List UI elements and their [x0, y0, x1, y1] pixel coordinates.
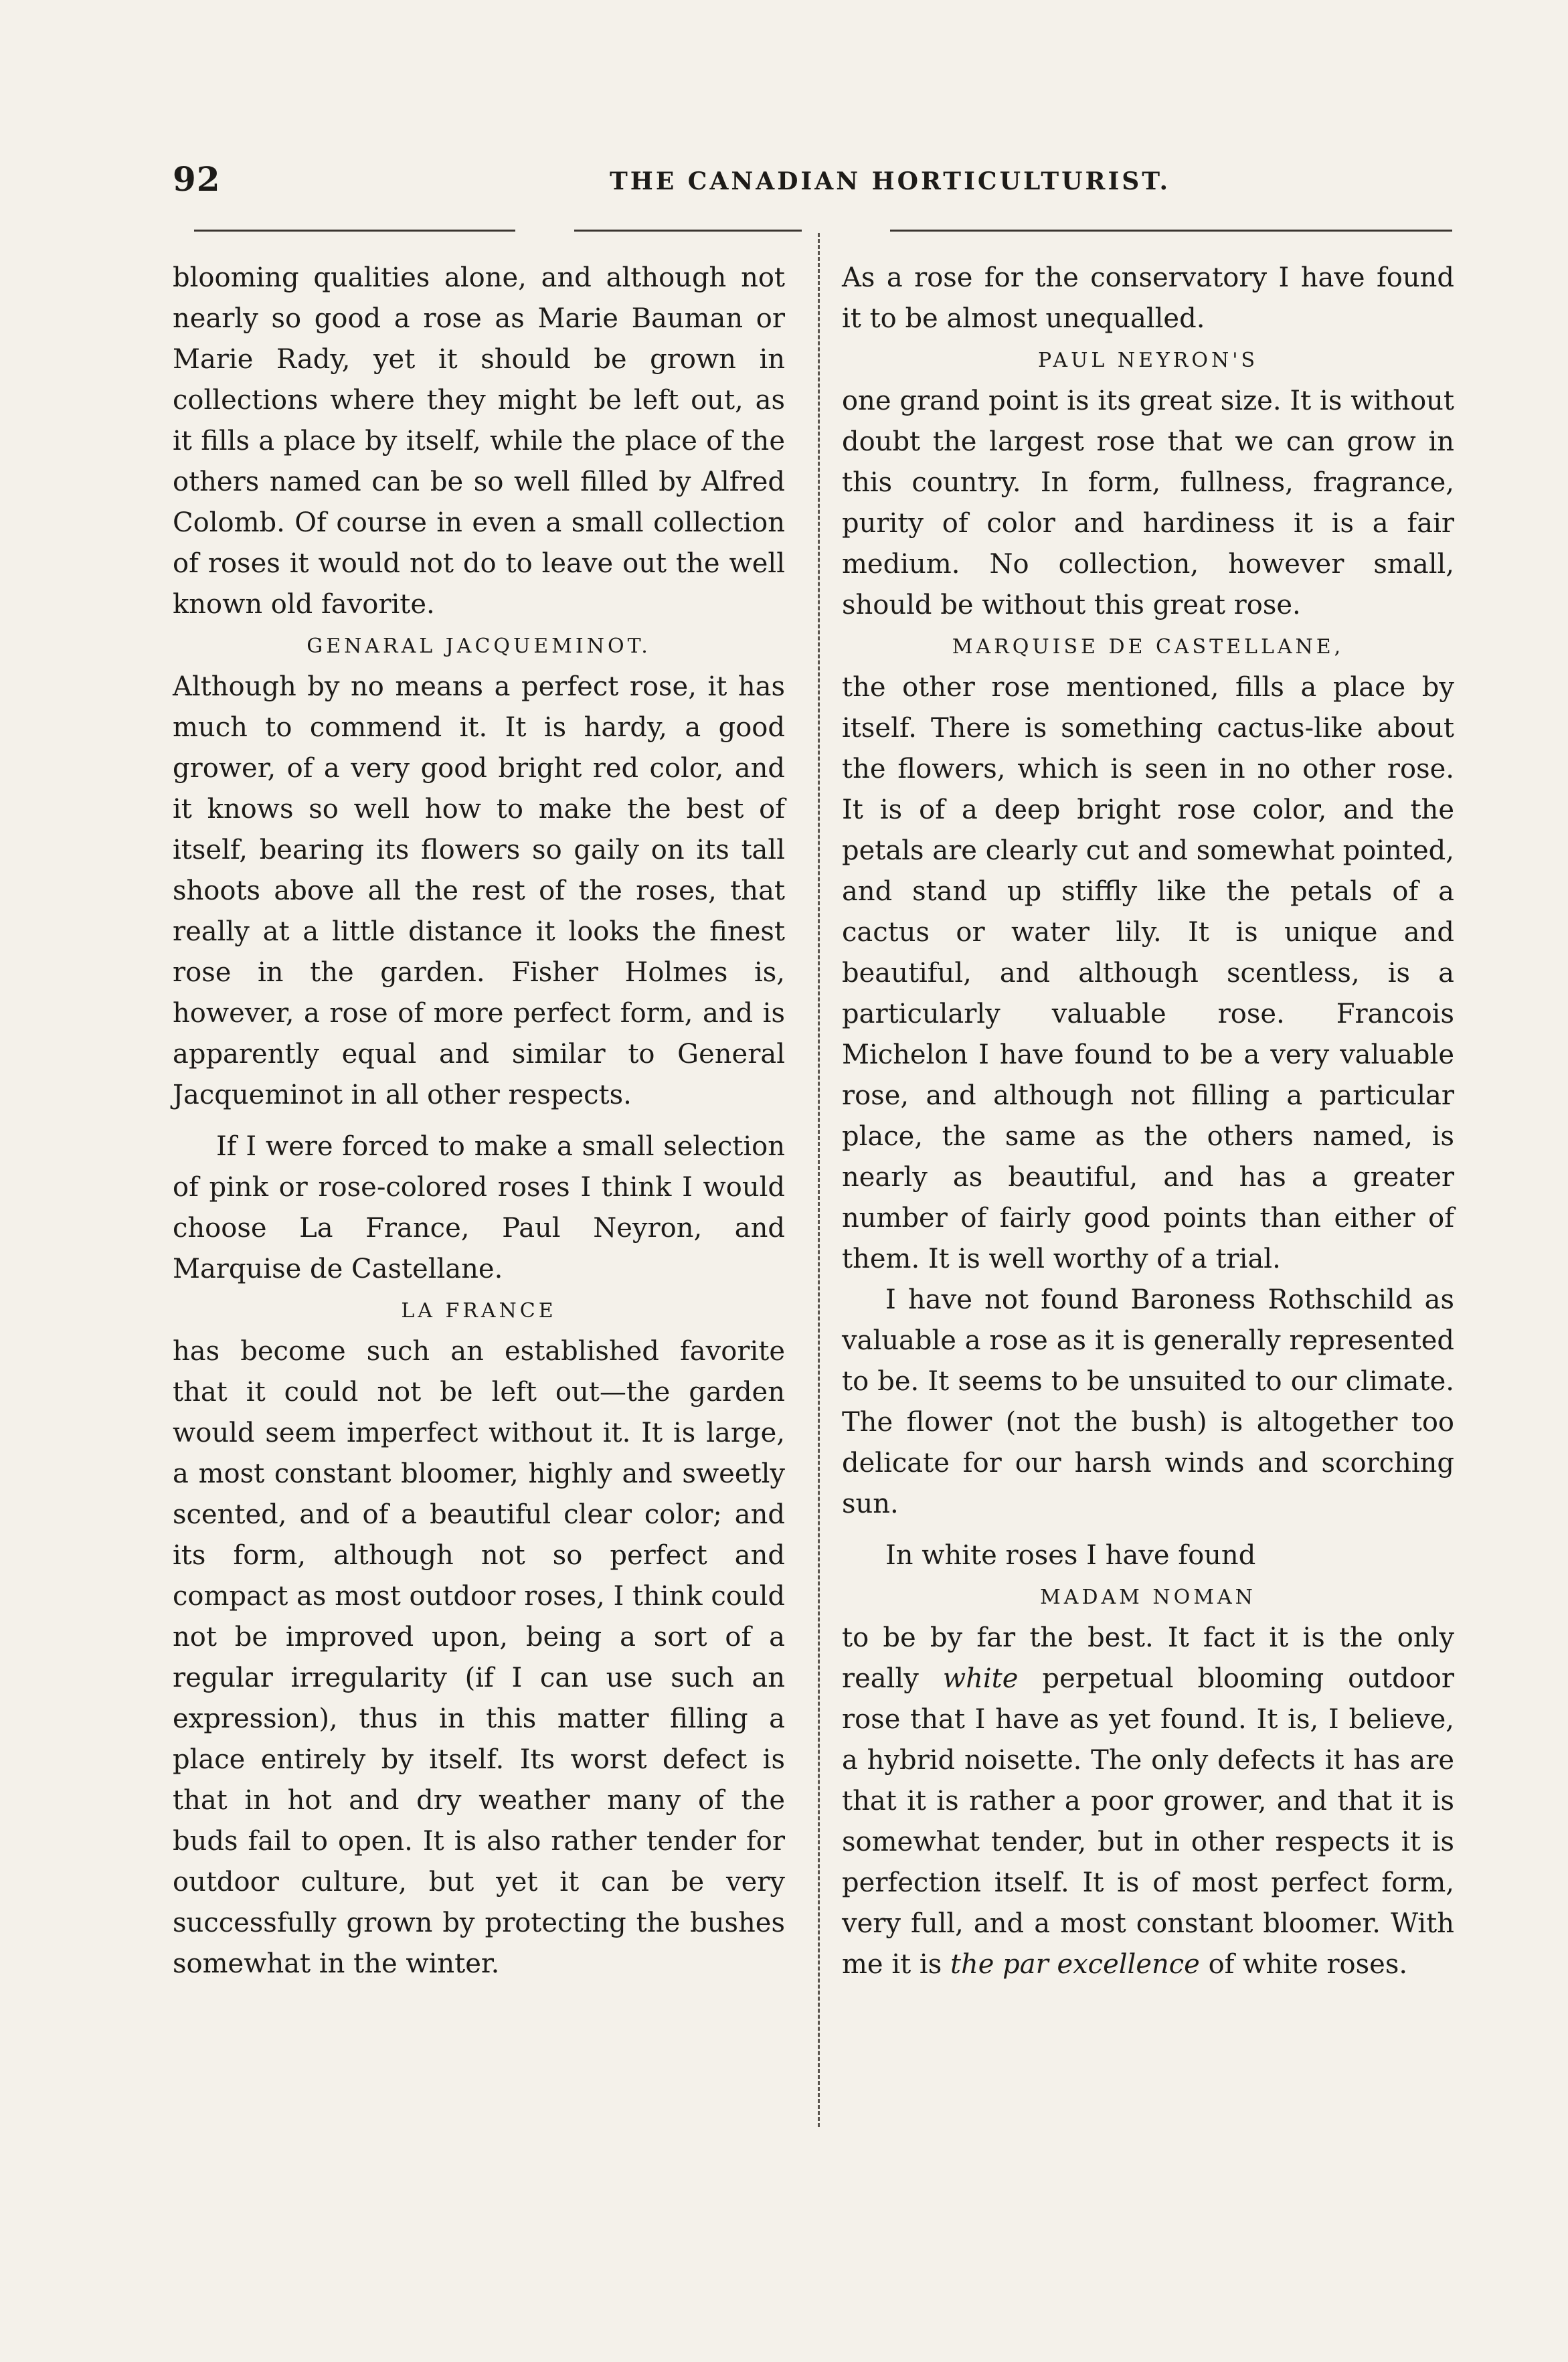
section-heading-general-jacqueminot: GENARAL JACQUEMINOT.	[307, 635, 651, 658]
emphasis-par-excellence: the par excellence	[950, 1949, 1200, 1980]
paragraph: If I were forced to make a small selection of pink or rose-colored roses I think I would choose La France, Paul Neyron, and Marquise de Castellane.	[173, 1131, 785, 1284]
column-divider	[818, 233, 820, 2127]
section-heading-marquise-de-castellane: MARQUISE DE CASTELLANE,	[952, 635, 1344, 659]
running-title: THE CANADIAN HORTICULTURIST.	[610, 167, 1170, 195]
paragraph: In white roses I have found	[885, 1540, 1256, 1571]
header-rule-right	[890, 230, 1452, 232]
text-run: to be by far the best. It fact it is the only really	[842, 1622, 1454, 1694]
text-run: of white roses.	[1199, 1949, 1408, 1980]
section-heading-la-france: LA FRANCE	[401, 1299, 557, 1323]
paragraph: has become such an established favorite that it could not be left out—the garden would seem imperfect without it. It is large, a most constant bloomer, highly and sweetly scented, and of a beautiful clear color; and its form, although not so perfect and compact as most outdoor roses, I think could not be improved upon, being a sort of a regular irregularity (if I can use such an expression), thus in this matter filling a place entirely by itself. Its worst defect is that in hot and dry weather many of the buds fail to open. It is also rather tender for outdoor culture, but yet it can be very successfully grown by protecting the bushes somewhat in the winter.	[173, 1336, 785, 1979]
emphasis-white: white	[942, 1663, 1019, 1694]
page-number: 92	[173, 159, 221, 199]
header-rule-left	[194, 230, 515, 232]
section-heading-paul-neyron: PAUL NEYRON'S	[1037, 349, 1259, 372]
left-column	[173, 258, 785, 1985]
paragraph: the other rose mentioned, fills a place by itself. There is something cactus-like about the flowers, which is seen in no other rose. It is of a deep bright rose color, and the petals are clearly cut and somewhat pointed, and stand up stiffly like the petals of a cactus or water lily. It is unique and beautiful, and although scentless, is a particularly valuable rose. Francois Michelon I have found to be a very valuable rose, and although not filling a particular place, the same as the others named, is nearly as beautiful, and has a greater number of fairly good points than either of them. It is well worthy of a trial.	[842, 672, 1454, 1274]
paragraph: one grand point is its great size. It is without doubt the largest rose that we can grow in this country. In form, fullness, fragrance, purity of color and hardiness it is a fair medium. No collection, however small, should be without this great rose.	[842, 386, 1454, 620]
right-column	[842, 258, 1454, 1985]
section-heading-madam-noman: MADAM NOMAN	[1040, 1586, 1256, 1609]
paragraph: Although by no means a perfect rose, it has much to commend it. It is hardy, a good grower, of a very good bright red color, and it knows so well how to make the best of itself, bearing its flowers so gaily on its tall shoots above all the rest of the roses, that really at a little distance it looks the finest rose in the garden. Fisher Holmes is, however, a rose of more perfect form, and is apparently equal and similar to General Jacqueminot in all other respects.	[173, 671, 785, 1110]
header-rule-middle	[574, 230, 802, 232]
paragraph: As a rose for the conservatory I have found it to be almost unequalled.	[842, 262, 1454, 334]
paragraph: blooming qualities alone, and although not nearly so good a rose as Marie Bauman or Marie Rady, yet it should be grown in collections where they might be left out, as it fills a place by itself, while the place of the others named can be so well filled by Alfred Colomb. Of course in even a small collection of roses it would not do to leave out the well known old favorite.	[173, 262, 785, 620]
paragraph: I have not found Baroness Rothschild as valuable a rose as it is generally represented to be. It seems to be unsuited to our climate. The flower (not the bush) is altogether too delicate for our harsh winds and scorching sun.	[842, 1284, 1454, 1519]
page-header	[0, 0, 1568, 221]
text-run: perpetual blooming outdoor rose that I have as yet found. It is, I believe, a hybrid noisette. The only defects it has are that it is rather a poor grower, and that it is somewhat tender, but in other respects it is perfection itself. It is of most perfect form, very full, and a most constant bloomer. With me it is	[842, 1663, 1454, 1980]
paragraph-madam-noman	[842, 1618, 1454, 1985]
